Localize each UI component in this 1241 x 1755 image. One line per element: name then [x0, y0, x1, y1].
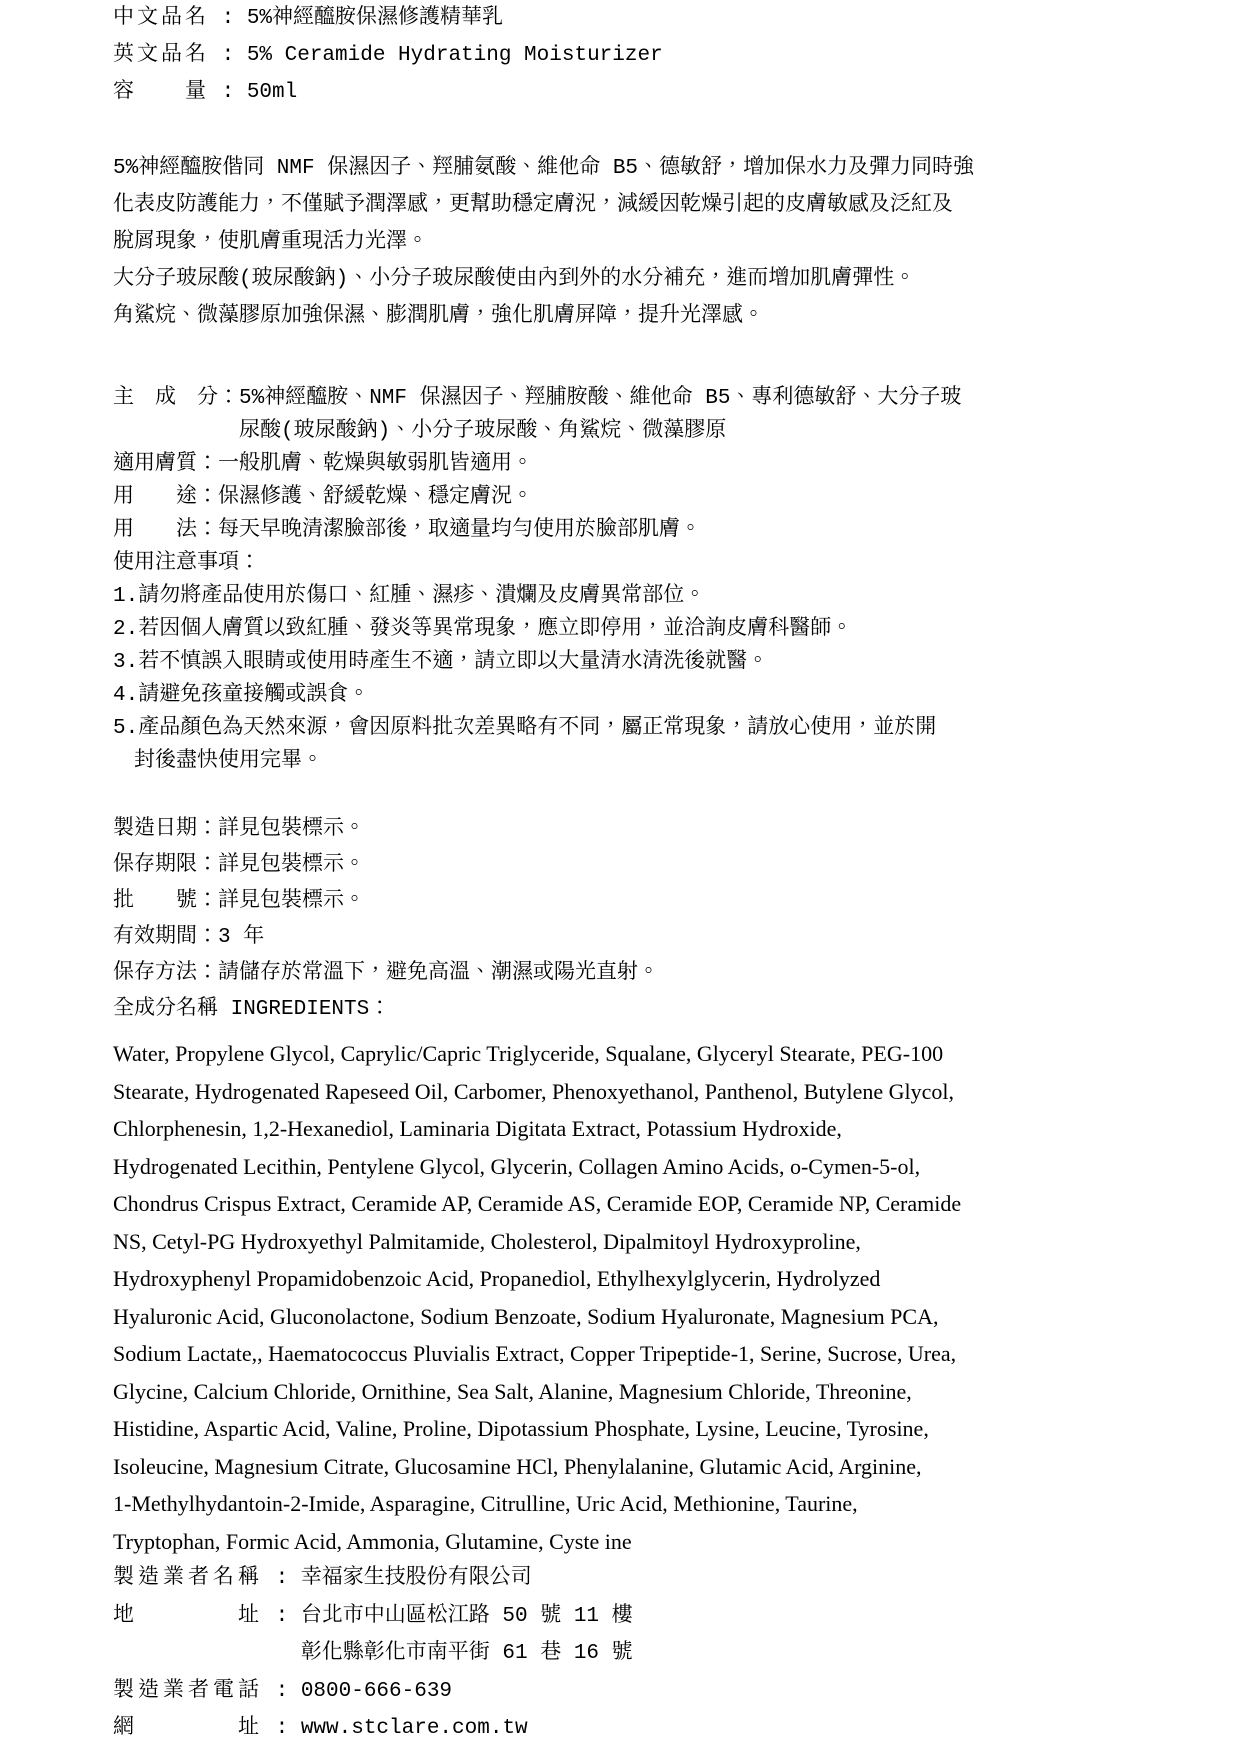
- field-label: 容 量: [113, 81, 209, 104]
- field-row-address: [113, 1598, 1151, 1673]
- volume-value: 50ml: [246, 81, 298, 104]
- manufacture-date: 製造日期：詳見包裝標示。: [113, 818, 365, 841]
- field-row-english-name: [113, 37, 1151, 74]
- field-separator: :: [209, 81, 247, 104]
- field-separator: :: [209, 7, 247, 30]
- precaution-item-5: 5.產品顏色為天然來源，會因原料批次差異略有不同，屬正常現象，請放心使用，並於開 封後盡快使用完畢。: [113, 717, 937, 773]
- field-label: 網 址: [113, 1717, 263, 1740]
- product-header: [113, 0, 1151, 111]
- spacer: [113, 778, 1151, 812]
- field-label: 中文品名: [113, 7, 209, 30]
- manufacturer-website: www.stclare.com.tw: [300, 1717, 528, 1740]
- precaution-item-1: 1.請勿將產品使用於傷口、紅腫、濕疹、潰爛及皮膚異常部位。: [113, 585, 706, 608]
- spec-block: [113, 382, 1151, 778]
- field-separator: :: [263, 1604, 301, 1628]
- precaution-item-4: 4.請避免孩童接觸或誤食。: [113, 684, 370, 707]
- shelf-life: 保存期限：詳見包裝標示。: [113, 854, 365, 877]
- usage: 用 途：保濕修護、舒緩乾燥、穩定膚況。: [113, 486, 533, 509]
- ingredients-list: Water, Propylene Glycol, Caprylic/Capric Triglyceride, Squalane, Glyceryl Stearate, PEG-100 Stearate, Hydrogenated Rapeseed Oil, Carbomer, Phenoxyethanol, Panthenol, Butylene Glycol, Chlorphenesin, 1,2-Hexanediol, Laminaria Digitata Extract, Potassium Hydroxide, Hydrogenated Lecithin, Pentylene Glycol, Glycerin, Collagen Amino Acids, o-Cymen-5-ol, Chondrus Crispus Extract, Ceramide AP, Ceramide AS, Ceramide EOP, Ceramide NP, Ceramide NS, Cetyl-PG Hydroxyethyl Palmitamide, Cholesterol, Dipalmitoyl Hydroxyproline, Hydroxyphenyl Propamidobenzoic Acid, Propanediol, Ethylhexylglycerin, Hydrolyzed Hyaluronic Acid, Gluconolactone, Sodium Benzoate, Sodium Hyaluronate, Magnesium PCA, Sodium Lactate,, Haematococcus Pluvialis Extract, Copper Tripeptide-1, Serine, Sucrose, Urea, Glycine, Calcium Chloride, Ornithine, Sea Salt, Alanine, Magnesium Chloride, Threonine, Histidine, Aspartic Acid, Valine, Proline, Dipotassium Phosphate, Lysine, Leucine, Tyrosine, Isoleucine, Magnesium Citrate, Glucosamine HCl, Phenylalanine, Glutamic Acid, Arginine, 1-Methylhydantoin-2-Imide, Asparagine, Citrulline, Uric Acid, Methionine, Taurine, Tryptophan, Formic Acid, Ammonia, Glutamine, Cyste ine: [113, 1041, 962, 1554]
- field-separator: :: [263, 1567, 301, 1590]
- field-row-volume: [113, 74, 1151, 111]
- field-label: 製造業者電話: [113, 1679, 263, 1703]
- skin-type: 適用膚質：一般肌膚、乾燥與敏弱肌皆適用。: [113, 453, 533, 476]
- field-row-chinese-name: [113, 0, 1151, 37]
- english-product-name: 5% Ceramide Hydrating Moisturizer: [246, 44, 663, 67]
- batch-number: 批 號：詳見包裝標示。: [113, 890, 365, 913]
- main-ingredients: 主 成 分：5%神經醯胺、NMF 保濕因子、羥脯胺酸、維他命 B5、專利德敏舒、大分子玻 尿酸(玻尿酸鈉)、小分子玻尿酸、角鯊烷、微藻膠原: [113, 387, 962, 443]
- field-row-website: [113, 1710, 1151, 1748]
- manufacturer-address: 台北市中山區松江路 50 號 11 樓 彰化縣彰化市南平街 61 巷 16 號: [300, 1604, 633, 1665]
- field-separator: :: [209, 44, 247, 67]
- precautions-title: 使用注意事項：: [113, 552, 260, 575]
- ingredients-title: 全成分名稱 INGREDIENTS：: [113, 998, 391, 1021]
- storage-method: 保存方法：請儲存於常溫下，避免高溫、潮濕或陽光直射。: [113, 962, 659, 985]
- spacer: [113, 111, 1151, 150]
- field-separator: :: [263, 1679, 301, 1703]
- field-label: 地 址: [113, 1604, 263, 1628]
- precaution-item-3: 3.若不慎誤入眼睛或使用時產生不適，請立即以大量清水清洗後就醫。: [113, 651, 769, 674]
- field-label: 英文品名: [113, 44, 209, 67]
- field-row-phone: [113, 1673, 1151, 1711]
- precaution-item-2: 2.若因個人膚質以致紅腫、發炎等異常現象，應立即停用，並洽詢皮膚科醫師。: [113, 618, 853, 641]
- field-row-manufacturer-name: [113, 1560, 1151, 1598]
- manufacturer-block: [113, 1560, 1151, 1748]
- manufacturer-phone: 0800-666-639: [300, 1679, 453, 1703]
- valid-period: 有效期間：3 年: [113, 926, 265, 949]
- production-block: [113, 812, 1151, 1028]
- field-separator: :: [263, 1717, 301, 1740]
- directions: 用 法：每天早晚清潔臉部後，取適量均勻使用於臉部肌膚。: [113, 519, 701, 542]
- spacer: [113, 335, 1151, 382]
- chinese-product-name: 5%神經醯胺保濕修護精華乳: [246, 7, 504, 30]
- manufacturer-name: 幸福家生技股份有限公司: [300, 1567, 532, 1590]
- product-description: 5%神經醯胺偕同 NMF 保濕因子、羥脯氨酸、維他命 B5、德敏舒，增加保水力及彈力同時強 化表皮防護能力，不僅賦予潤澤感，更幫助穩定膚況，減緩因乾燥引起的皮膚敏感及泛紅及 脫屑現象，使肌膚重現活力光澤。 大分子玻尿酸(玻尿酸鈉)、小分子玻尿酸使由內到外的水分補充，進而增加肌膚彈性。 角鯊烷、微藻膠原加強保濕、膨潤肌膚，強化肌膚屏障，提升光澤感。: [113, 157, 975, 328]
- field-label: 製造業者名稱: [113, 1567, 263, 1590]
- spacer: [113, 1028, 1151, 1035]
